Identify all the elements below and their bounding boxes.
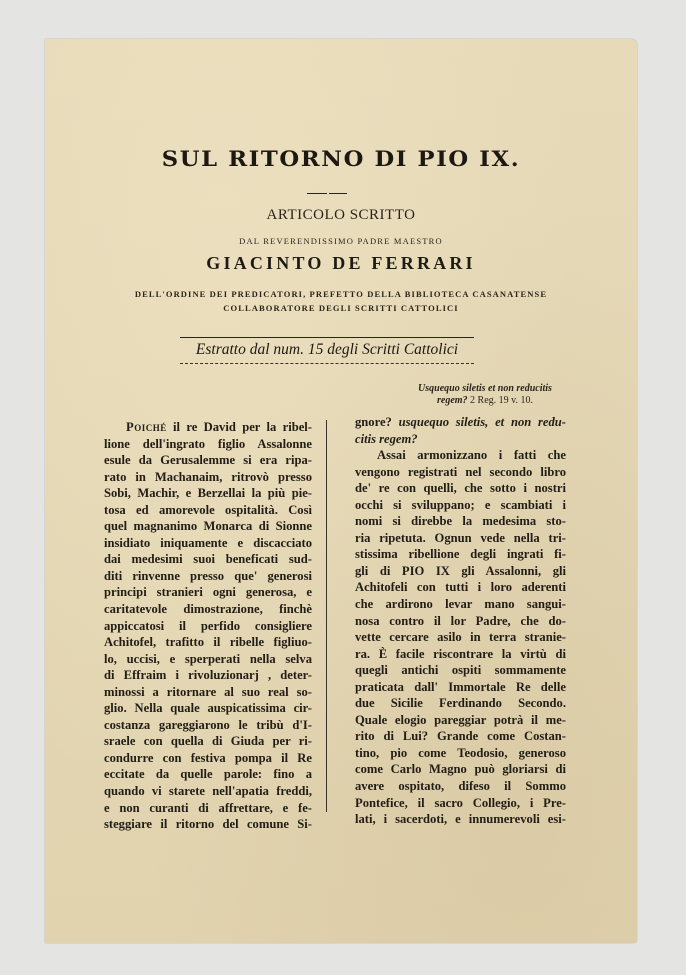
text-line: stissima ribellione degli ingrati fi- (355, 547, 566, 562)
author-affiliation-line1: DELL'ORDINE DEI PREDICATORI, PREFETTO DELLA BIBLIOTECA CASANATENSE (134, 289, 548, 299)
text-line: insidiato iniquamente e discacciato (104, 535, 312, 550)
text-line: appiccatosi il perfido consigliere (104, 618, 312, 633)
text-line: diti rinvenne presso que' generosi (104, 568, 312, 583)
byline-prefix: DAL REVERENDISSIMO PADRE MAESTRO (239, 236, 443, 246)
extract-note: Estratto dal num. 15 degli Scritti Cattolici (195, 341, 459, 358)
text-line: Achitofel, trafitto il ribelle figliuo- (104, 635, 312, 650)
text-line: quegli antichi ospiti sommamente (355, 663, 566, 678)
text-line: che ardirono levar mano sangui- (355, 597, 566, 612)
text-line: avere ospitato, difeso il Sommo (355, 779, 566, 794)
text-line: ria ripetuta. Ognun vede nella tri- (355, 530, 566, 545)
author-affiliation-line2: COLLABORATORE DEGLI SCRITTI CATTOLICI (223, 303, 459, 313)
text-line: rato in Machanaim, ritrovò presso (104, 469, 312, 484)
epigraph-reference: 2 Reg. 19 v. 10. (470, 395, 533, 406)
text-line: due Sicilie Ferdinando Secondo. (355, 696, 566, 711)
author-name: GIACINTO DE FERRARI (206, 253, 476, 273)
text-line: quando vi starete nell'apatia freddi, (104, 784, 312, 799)
epigraph-line2-italic: regem? (436, 395, 468, 406)
text-line: quel magnanimo Monarca di Sionne (104, 519, 312, 534)
text-line: de' re con quelli, che sotto i nostri (355, 481, 566, 496)
text-line: lati, i sacerdoti, e innumerevoli esi- (355, 812, 566, 827)
text-line: condurre con festiva pompa il Re (104, 750, 312, 765)
text-line: dai medesimi suoi beneficati sud- (104, 552, 312, 567)
subtitle: ARTICOLO SCRITTO (266, 207, 416, 223)
text-line: tosa ed amorevole ospitalità. Così (104, 502, 312, 517)
text-line: Poiché il re David per la ribel- (126, 420, 312, 434)
epigraph (335, 383, 635, 407)
text-line: costanza gareggiarono le tribù d'I- (104, 717, 312, 732)
text-line: nomi si direbbe la medesima sto- (355, 514, 566, 529)
text-line: Achitofeli con tutti i loro aderenti (355, 580, 566, 595)
text-line: eccitate da quelle parole: fino a (104, 767, 312, 782)
opening-word: Poiché (126, 420, 167, 434)
right-text-column (355, 414, 566, 828)
text-line: caritatevole dimostrazione, finchè (104, 602, 312, 617)
document-title: SUL RITORNO DI PIO IX. (161, 146, 521, 171)
column-divider (326, 420, 327, 812)
text-line: tino, pio come Teodosio, generoso (355, 745, 566, 760)
text-line: lo, uccisi, e sperperati nella selva (104, 651, 312, 666)
left-text-column (104, 419, 312, 833)
text-line (355, 431, 566, 448)
latin-quote: citis regem? (355, 431, 418, 446)
text-line: minossi a ritornare al suo real so- (104, 684, 312, 699)
extract-note-box (180, 337, 474, 364)
latin-quote: usquequo siletis, et non redu- (398, 415, 567, 429)
text-line: e non curanti di affrettare, e fe- (104, 800, 312, 815)
text-line: vengono registrati nel secondo libro (355, 464, 566, 479)
text-line: Pontefice, il sacro Collegio, i Pre- (355, 795, 566, 810)
text-line: lione dell'ingrato figlio Assalonne (104, 436, 312, 451)
text-line: gli di PIO IX gli Assalonni, gli (355, 563, 566, 578)
text-line: principi stranieri ogni generosa, e (104, 585, 312, 600)
text-line: come Carlo Magno può gloriarsi di (355, 762, 566, 777)
text-line: occhi si sviluppano; e scambiati i (355, 497, 566, 512)
text-line: Assai armonizzano i fatti che (377, 448, 566, 463)
text-line: rito di Lui? Grande come Costan- (355, 729, 566, 744)
text-line: sraele con quella di Giuda per ri- (104, 734, 312, 749)
text-line: gnore? usquequo siletis, et non redu- (355, 415, 567, 429)
text-line: praticata dall' Immortale Re delle (355, 679, 566, 694)
text-line: nosa contro il lor Padre, che do- (355, 613, 566, 628)
text-line: glio. Nella quale auspicatissima cir- (104, 701, 312, 716)
text-line: vette cercare asilo in terra stranie- (355, 630, 566, 645)
text-line: esule da Gerusalemme si era ripa- (104, 453, 312, 468)
text-line: steggiare il ritorno del comune Si- (104, 817, 312, 832)
epigraph-line1: Usquequo siletis et non reducitis (418, 383, 552, 394)
text-line: Quale elogio pareggiar potrà il me- (355, 712, 566, 727)
text-line: di Effraim i rivoluzionarj , deter- (104, 668, 312, 683)
title-divider-rule (307, 193, 347, 194)
text-line: ra. È facile riscontrare la virtù di (355, 646, 566, 661)
document-page (45, 39, 637, 943)
text-line: Sobi, Machir, e Berzellai la più pie- (104, 486, 312, 501)
